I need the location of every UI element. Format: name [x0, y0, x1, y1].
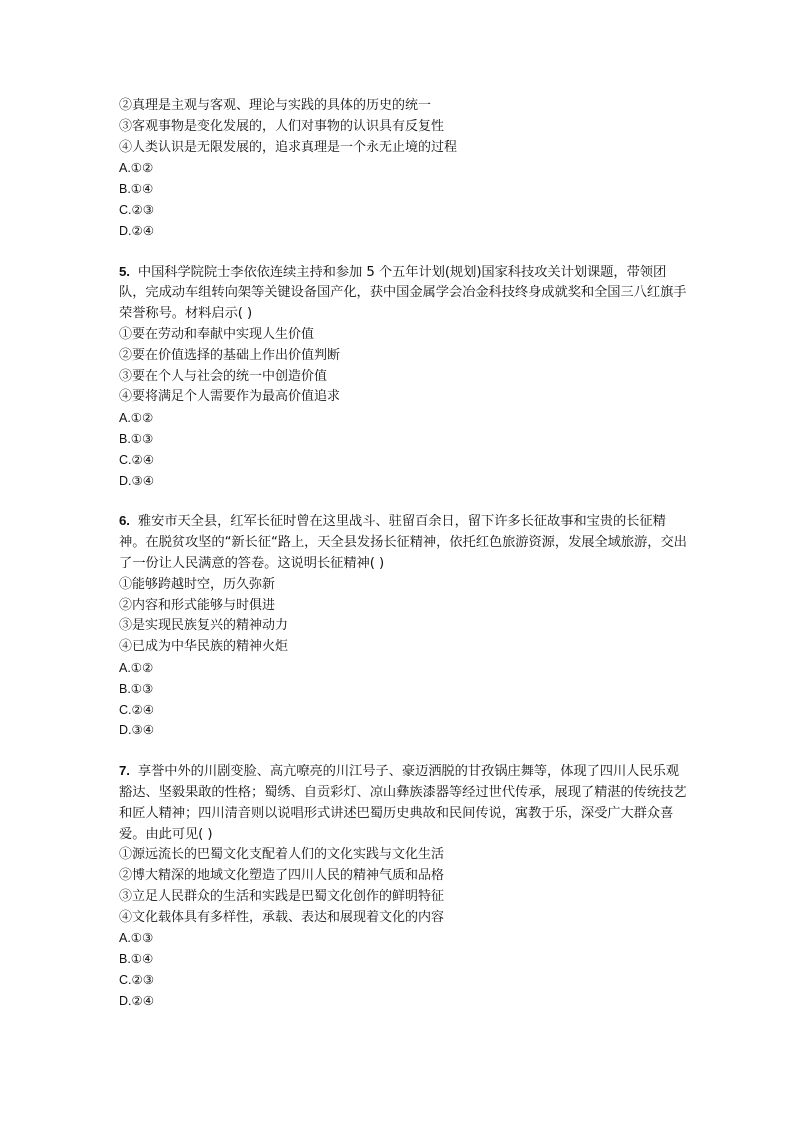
question-4-continued	[119, 96, 689, 242]
question-number: 6.	[119, 513, 130, 529]
option-c: C.②③	[119, 973, 154, 988]
statement: ②要在价值选择的基础上作出价值判断	[119, 347, 341, 363]
option-c: C.②④	[119, 702, 154, 717]
statement: ④人类认识是无限发展的，追求真理是一个永无止境的过程	[119, 139, 458, 155]
statement: ②博大精深的地域文化塑造了四川人民的精神气质和品格	[119, 868, 445, 884]
option-a: A.①②	[119, 411, 154, 426]
statement: ①要在劳动和奉献中实现人生价值	[119, 326, 315, 342]
statement: ③要在个人与社会的统一中创造价值	[119, 368, 328, 384]
option-b: B.①③	[119, 681, 154, 696]
option-d: D.②④	[119, 223, 154, 238]
question-stem	[119, 262, 689, 325]
statement: ③是实现民族复兴的精神动力	[119, 618, 289, 634]
option-b: B.①③	[119, 431, 154, 446]
statement: ④文化载体具有多样性，承载、表达和展现着文化的内容	[119, 909, 445, 925]
option-a: A.①③	[119, 931, 154, 946]
option-d: D.②④	[119, 993, 154, 1008]
statement: ④要将满足个人需要作为最高价值追求	[119, 389, 341, 405]
option-c: C.②③	[119, 202, 154, 217]
statement: ③立足人民群众的生活和实践是巴蜀文化创作的鲜明特征	[119, 888, 445, 904]
question-text: 雅安市天全县，红军长征时曾在这里战斗、驻留百余日，留下许多长征故事和宝贵的长征精神。在脱贫攻坚的“新长征“路上，天全县发扬长征精神，依托红色旅游资源，发展全域旅游，交出了一份让人民满意的答卷。这说明长征精神( )	[119, 514, 687, 571]
question-6	[119, 511, 689, 741]
statement: ③客观事物是变化发展的，人们对事物的认识具有反复性	[119, 118, 445, 134]
question-5	[119, 262, 689, 492]
option-b: B.①④	[119, 182, 154, 197]
question-text: 享誉中外的川剧变脸、高亢嘹亮的川江号子、豪迈洒脱的甘孜锅庄舞等，体现了四川人民乐观豁达、坚毅果敢的性格；蜀绣、自贡彩灯、凉山彝族漆器等经过世代传承，展现了精湛的传统技艺和匠人精神；四川清音则以说唱形式讲述巴蜀历史典故和民间传说，寓教于乐，深受广大群众喜爱。由此可见( )	[119, 764, 687, 842]
statement: ①源远流长的巴蜀文化支配着人们的文化实践与文化生活	[119, 847, 445, 863]
option-a: A.①②	[119, 660, 154, 675]
question-stem	[119, 761, 689, 845]
document-page	[119, 96, 689, 1032]
option-b: B.①④	[119, 952, 154, 967]
question-text: 中国科学院院士李依依连续主持和参加 5 个五年计划(规划)国家科技攻关计划课题，带领团队，完成动车组转向架等关键设备国产化，获中国金属学会冶金科技终身成就奖和全国三八红旗手荣誉称号。材料启示( )	[119, 264, 687, 322]
question-number: 7.	[119, 763, 130, 779]
option-d: D.③④	[119, 473, 154, 488]
option-d: D.③④	[119, 723, 154, 738]
question-stem	[119, 511, 689, 574]
option-a: A.①②	[119, 161, 154, 176]
question-number: 5.	[119, 263, 130, 279]
statement: ①能够跨越时空，历久弥新	[119, 576, 276, 592]
statement: ②真理是主观与客观、理论与实践的具体的历史的统一	[119, 98, 432, 113]
option-c: C.②④	[119, 452, 154, 467]
question-7	[119, 761, 689, 1012]
statement: ②内容和形式能够与时俱进	[119, 597, 276, 613]
statement: ④已成为中华民族的精神火炬	[119, 639, 289, 655]
